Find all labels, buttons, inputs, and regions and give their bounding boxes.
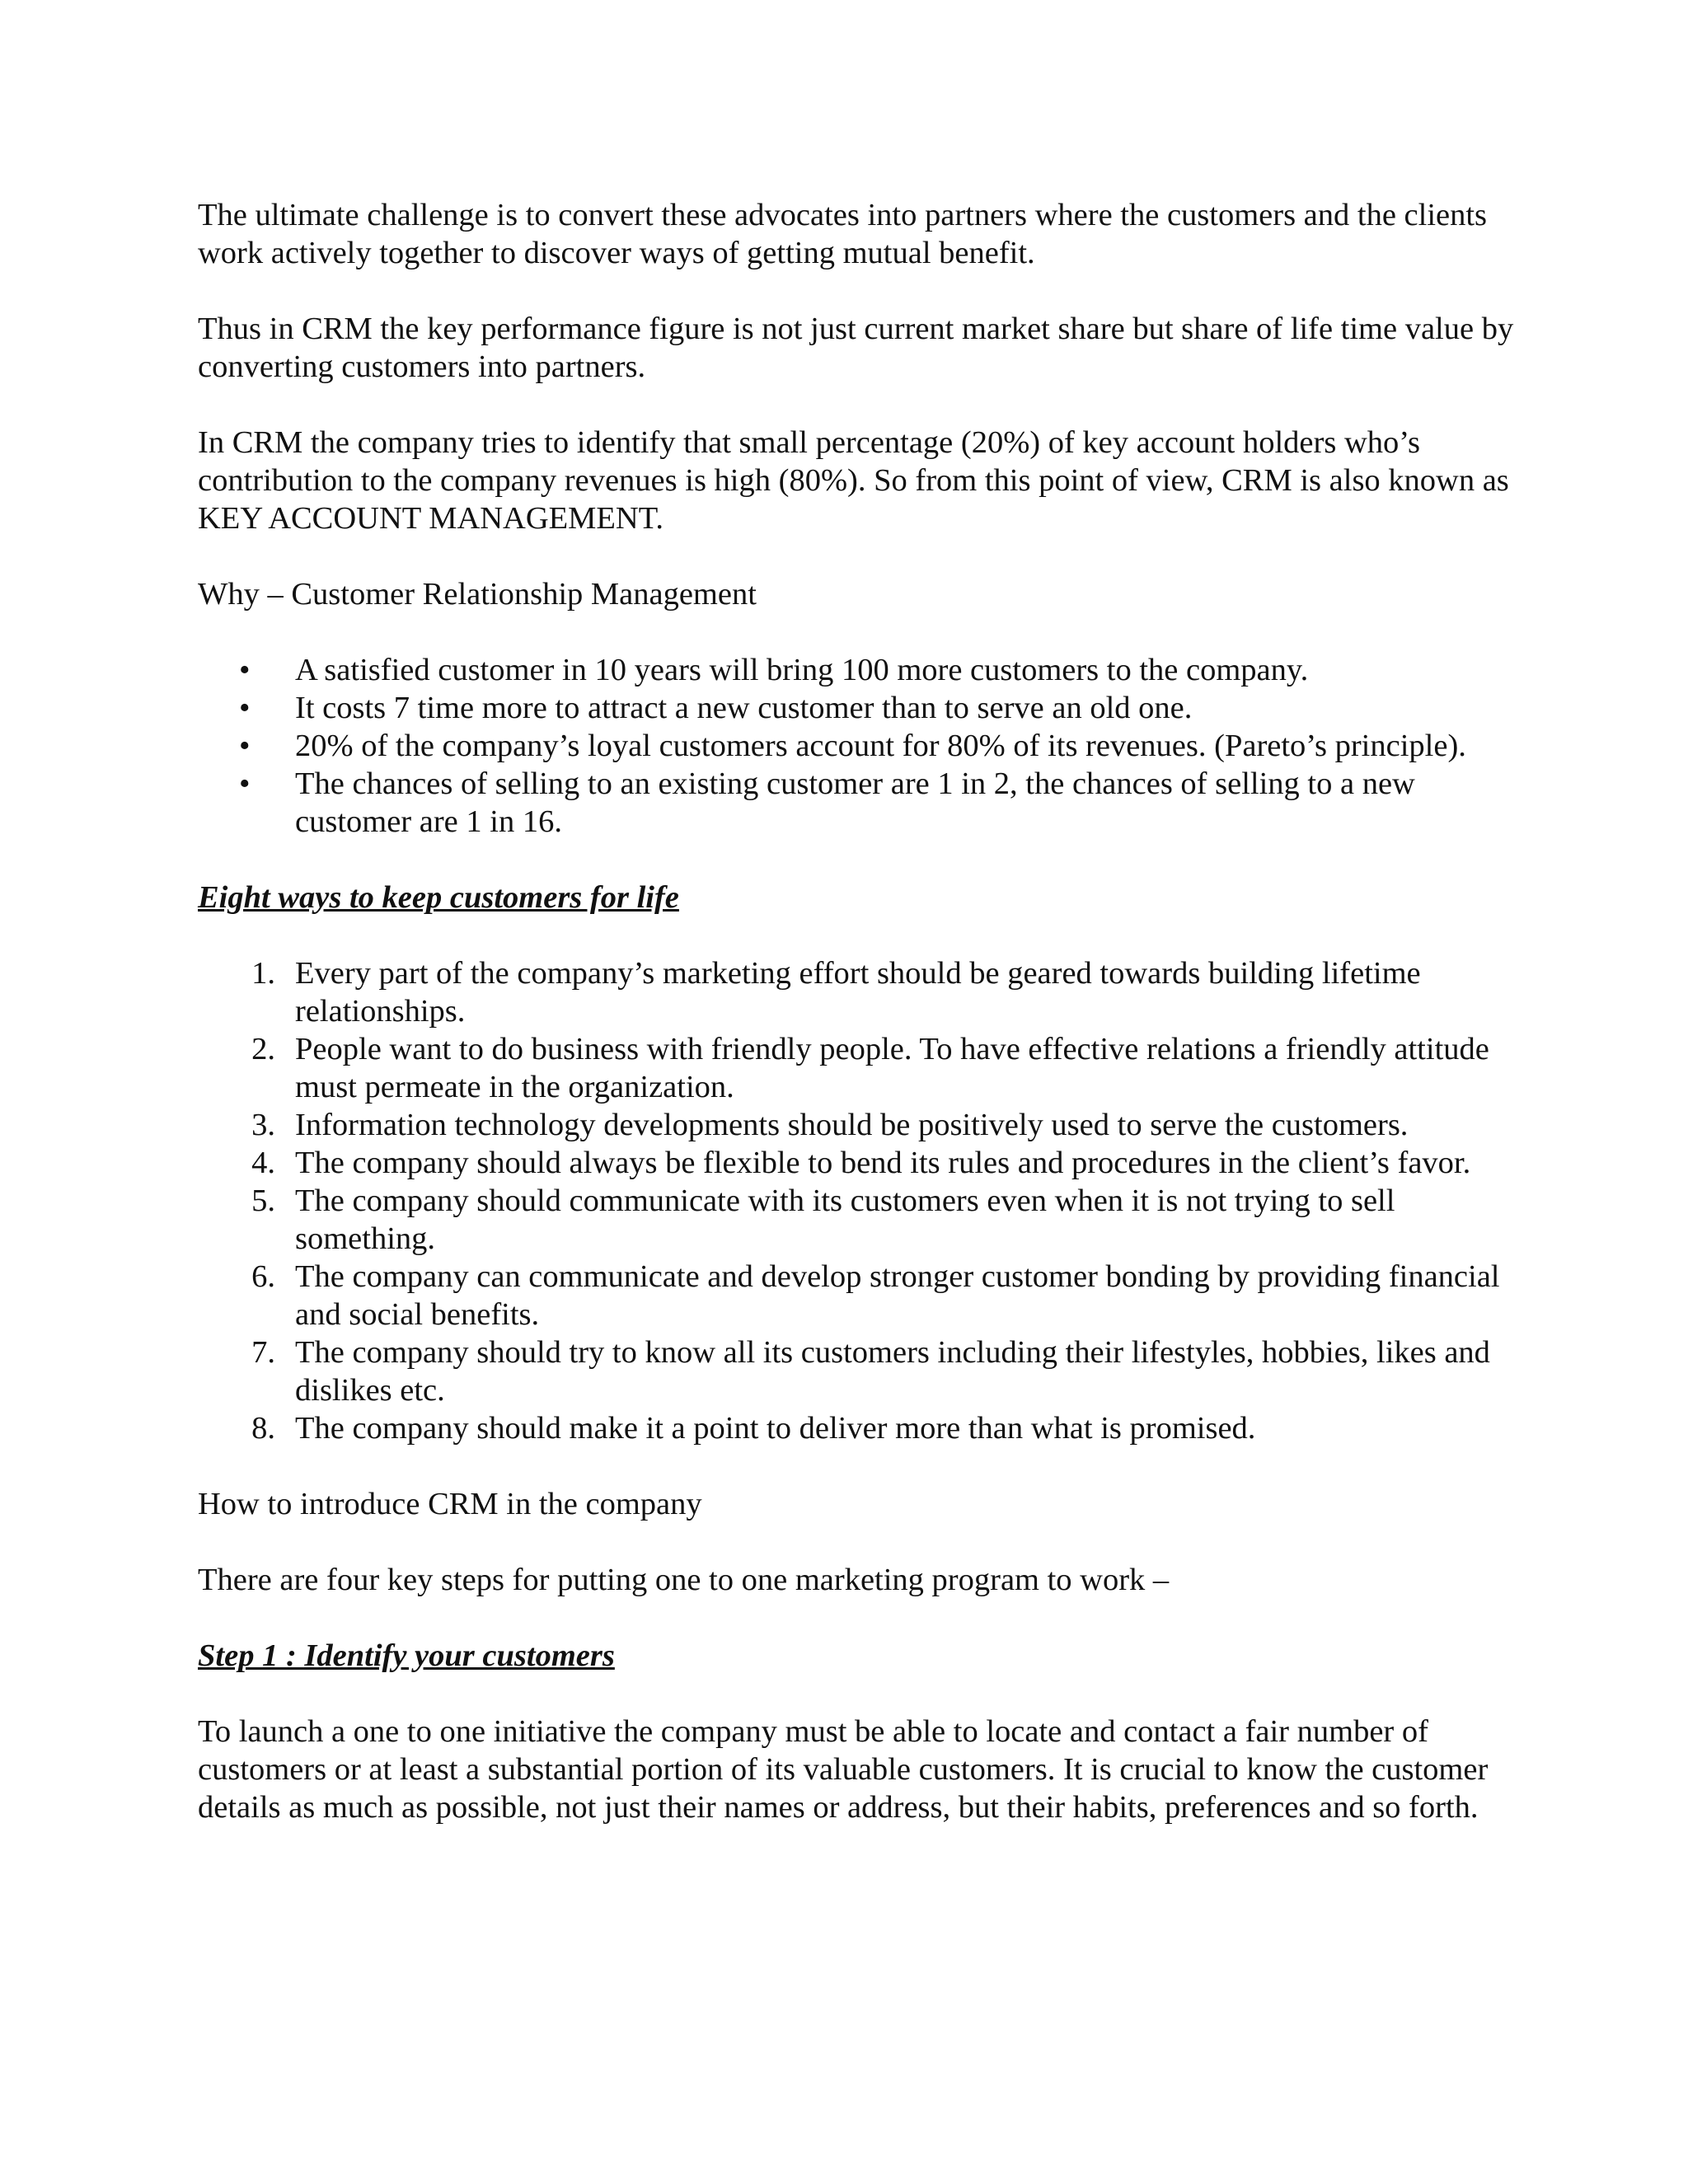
introduce-crm-title: How to introduce CRM in the company: [198, 1487, 702, 1521]
list-item-text: Information technology developments should be positively used to serve the customers.: [295, 1108, 1409, 1142]
list-item-text: The company should always be flexible to bend its rules and procedures in the client’s favor.: [295, 1146, 1471, 1180]
list-item-text: A satisfied customer in 10 years will bring 100 more customers to the company.: [295, 653, 1309, 687]
list-item-text: 20% of the company’s loyal customers account for 80% of its revenues. (Pareto’s principle).: [295, 729, 1466, 763]
list-item: [198, 689, 1517, 727]
list-item-text: The chances of selling to an existing customer are 1 in 2, the chances of selling to a new customer are 1 in 16.: [295, 766, 1415, 839]
list-number: 7.: [251, 1335, 275, 1370]
list-number: 8.: [251, 1411, 275, 1446]
list-item: [198, 651, 1517, 689]
list-number: 2.: [251, 1032, 275, 1066]
list-number: 6.: [251, 1259, 275, 1294]
step1-paragraph: To launch a one to one initiative the company must be able to locate and contact a fair number of customers or at least a substantial portion of its valuable customers. It is crucial to know the customer details as much as possible, not just their names or address, but their habits, preferences and so forth.: [198, 1714, 1489, 1825]
list-number: 3.: [251, 1108, 275, 1142]
list-item: [198, 1333, 1517, 1409]
list-item-text: The company can communicate and develop stronger customer bonding by providing financial and social benefits.: [295, 1259, 1500, 1332]
list-item-text: The company should make it a point to deliver more than what is promised.: [295, 1411, 1256, 1446]
list-item: [198, 1409, 1517, 1447]
paragraph-key-account: In CRM the company tries to identify that small percentage (20%) of key account holders who’s contribution to the company revenues is high (80%). So from this point of view, CRM is also known as KEY ACCOUNT MANAGEMENT.: [198, 425, 1509, 536]
list-item: [198, 1106, 1517, 1144]
paragraph-key-performance: Thus in CRM the key performance figure is not just current market share but share of life time value by converting customers into partners.: [198, 312, 1514, 384]
list-item-text: Every part of the company’s marketing effort should be geared towards building lifetime relationships.: [295, 956, 1421, 1029]
list-item: [198, 727, 1517, 765]
list-item: [198, 1258, 1517, 1333]
why-crm-list: [198, 651, 1517, 841]
bullet-marker: •: [239, 729, 251, 763]
list-item: [198, 1182, 1517, 1258]
eight-ways-heading: Eight ways to keep customers for life: [198, 880, 679, 915]
list-number: 4.: [251, 1146, 275, 1180]
eight-ways-list: [198, 954, 1517, 1447]
paragraph-ultimate-challenge: The ultimate challenge is to convert these advocates into partners where the customers and the clients work actively together to discover ways of getting mutual benefit.: [198, 198, 1488, 270]
list-number: 1.: [251, 956, 275, 991]
list-item-text: People want to do business with friendly people. To have effective relations a friendly attitude must permeate in the organization.: [295, 1032, 1489, 1104]
list-number: 5.: [251, 1183, 275, 1218]
list-item: [198, 765, 1517, 841]
bullet-marker: •: [239, 653, 251, 687]
list-item: [198, 954, 1517, 1030]
bullet-marker: •: [239, 766, 251, 801]
document-page: [198, 196, 1517, 1864]
why-crm-title: Why – Customer Relationship Management: [198, 577, 757, 612]
list-item-text: The company should try to know all its customers including their lifestyles, hobbies, likes and dislikes etc.: [295, 1335, 1490, 1408]
list-item-text: The company should communicate with its customers even when it is not trying to sell something.: [295, 1183, 1395, 1256]
step1-heading: Step 1 : Identify your customers: [198, 1638, 615, 1673]
list-item: [198, 1030, 1517, 1106]
list-item-text: It costs 7 time more to attract a new customer than to serve an old one.: [295, 691, 1193, 725]
bullet-marker: •: [239, 691, 251, 725]
four-steps-intro: There are four key steps for putting one to one marketing program to work –: [198, 1563, 1170, 1597]
list-item: [198, 1144, 1517, 1182]
